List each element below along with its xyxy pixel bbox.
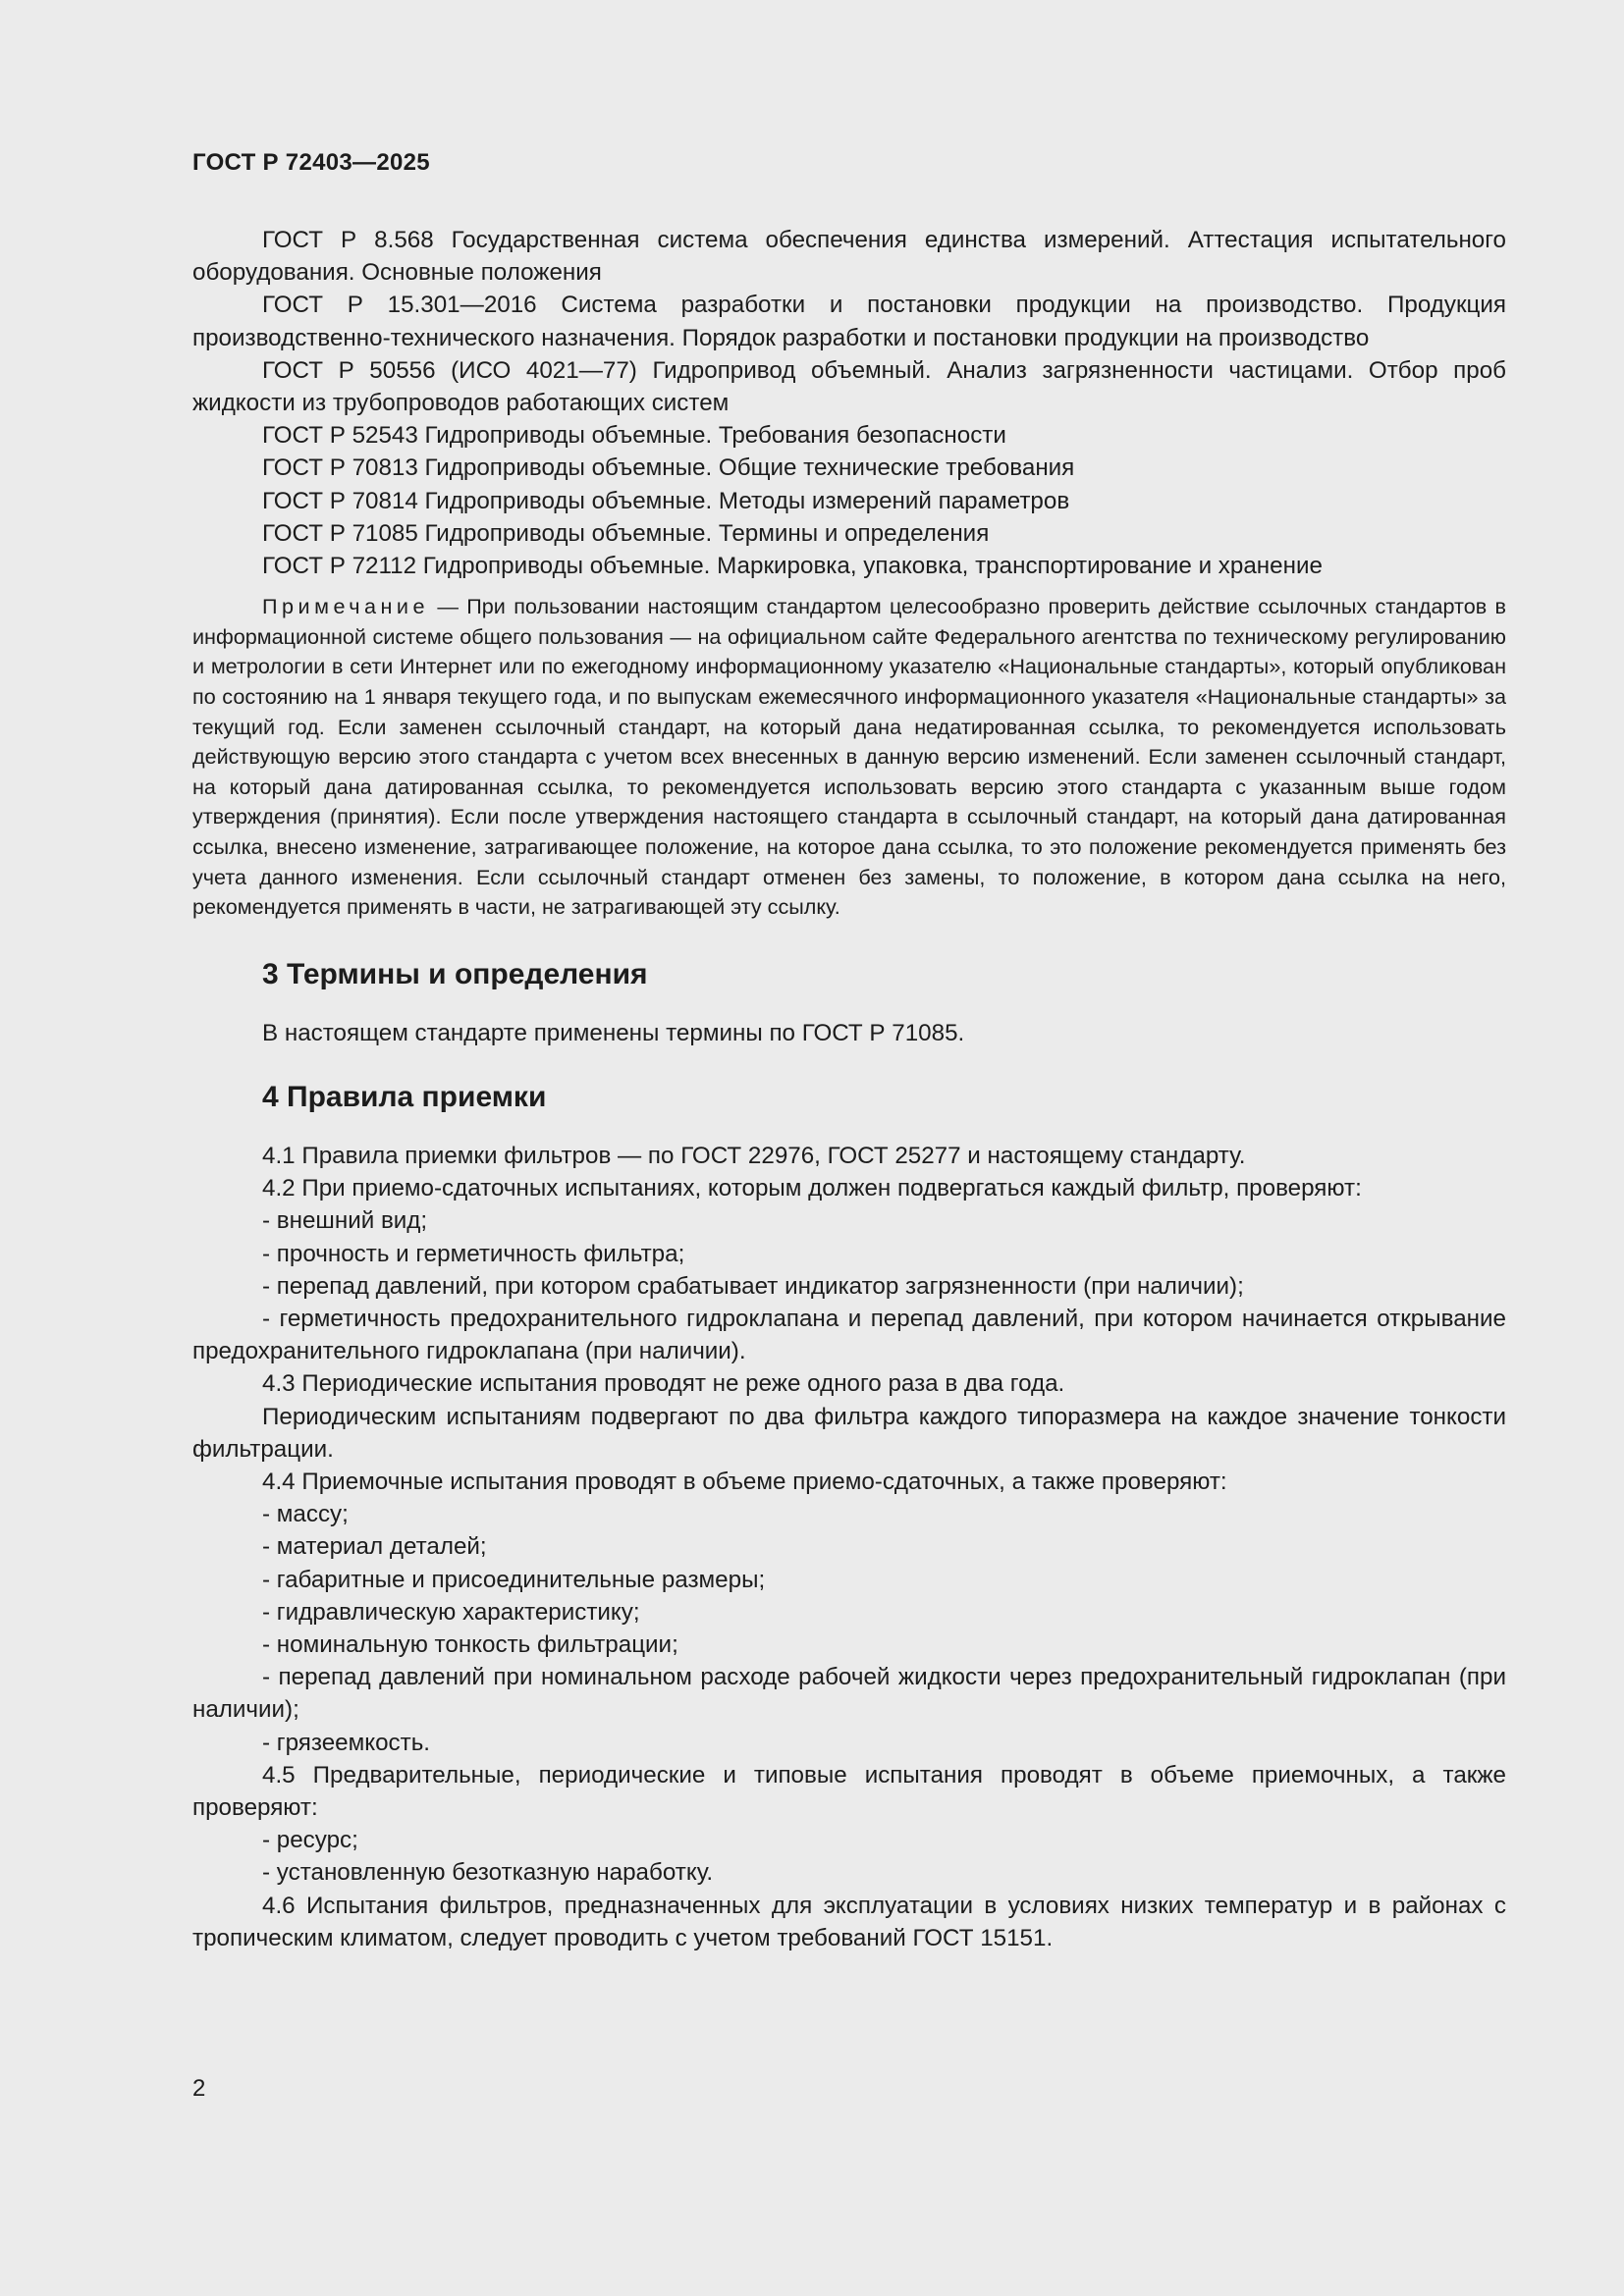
page-number: 2 [192, 2075, 206, 2102]
reference-item: ГОСТ Р 72112 Гидроприводы объемные. Маркировка, упаковка, транспортирование и хранение [262, 553, 1323, 580]
note-paragraph [192, 592, 1506, 923]
section-4-body [192, 1140, 1506, 1954]
reference-item: ГОСТ Р 15.301—2016 Система разработки и постановки продукции на производство. Продукция производственно-технического назначения. Порядок разработки и постановки продукции на производство [192, 292, 1506, 351]
list-item: - материал деталей; [262, 1533, 487, 1561]
clause-4-6: 4.6 Испытания фильтров, предназначенных для эксплуатации в условиях низких температур и в районах с тропическим климатом, следует проводить с учетом требований ГОСТ 15151. [192, 1892, 1506, 1951]
list-item: - гидравлическую характеристику; [262, 1598, 640, 1626]
clause-4-5: 4.5 Предварительные, периодические и типовые испытания проводят в объеме приемочных, а также проверяют: [192, 1761, 1506, 1822]
list-item: - установленную безотказную наработку. [262, 1859, 714, 1887]
list-item: - габаритные и присоединительные размеры; [262, 1566, 766, 1593]
note-text: — При пользовании настоящим стандартом целесообразно проверить действие ссылочных стандартов в информационной системе общего пользования — на официальном сайте Федерального агентства по техническому регулированию и метрологии в сети Интернет или по ежегодному информационному указателю «Национальные стандарты», который опубликован по состоянию на 1 января текущего года, и по выпускам ежемесячного информационного указателя «Национальные стандарты» за текущий год. Если заменен ссылочный стандарт, на который дана недатированная ссылка, то рекомендуется использовать действующую версию этого стандарта с учетом всех внесенных в данную версию изменений. Если заменен ссылочный стандарт, на который дана датированная ссылка, то рекомендуется использовать версию этого стандарта с указанным выше годом утверждения (принятия). Если после утверждения настоящего стандарта в ссылочный стандарт, на который дана датированная ссылка, внесено изменение, затрагивающее положение, на которое дана ссылка, то это положение рекомендуется применять без учета данного изменения. Если ссылочный стандарт отменен без замены, то положение, в котором дана ссылка на него, рекомендуется применять в части, не затрагивающей эту ссылку. [192, 594, 1506, 920]
clause-4-3: 4.3 Периодические испытания проводят не реже одного раза в два года. [262, 1370, 1065, 1398]
clause-4-2: 4.2 При приемо-сдаточных испытаниях, которым должен подвергаться каждый фильтр, проверяют: [262, 1175, 1362, 1202]
reference-item: ГОСТ Р 8.568 Государственная система обеспечения единства измерений. Аттестация испытательного оборудования. Основные положения [192, 227, 1506, 287]
clause-4-1: 4.1 Правила приемки фильтров — по ГОСТ 22976, ГОСТ 25277 и настоящему стандарту. [262, 1142, 1246, 1169]
section-3-text: В настоящем стандарте применены термины по ГОСТ Р 71085. [262, 1019, 965, 1046]
list-item: - ресурс; [262, 1827, 358, 1854]
reference-item: ГОСТ Р 50556 (ИСО 4021—77) Гидропривод объемный. Анализ загрязненности частицами. Отбор проб жидкости из трубопроводов работающих систем [192, 356, 1506, 417]
reference-item: ГОСТ Р 70814 Гидроприводы объемные. Методы измерений параметров [262, 487, 1070, 514]
list-item: - номинальную тонкость фильтрации; [262, 1631, 678, 1659]
section-4-heading: 4 Правила приемки [262, 1080, 547, 1113]
list-item: - грязеемкость. [262, 1729, 431, 1756]
list-item: - перепад давлений, при котором срабатывает индикатор загрязненности (при наличии); [262, 1272, 1244, 1300]
document-header: ГОСТ Р 72403—2025 [192, 149, 430, 176]
list-item: - герметичность предохранительного гидроклапана и перепад давлений, при котором начинается открывание предохранительного гидроклапана (при наличии). [192, 1305, 1506, 1365]
page-content [192, 224, 1506, 1954]
list-item: - массу; [262, 1501, 349, 1528]
reference-item: ГОСТ Р 52543 Гидроприводы объемные. Требования безопасности [262, 422, 1006, 450]
reference-item: ГОСТ Р 71085 Гидроприводы объемные. Термины и определения [262, 519, 990, 547]
list-item: - внешний вид; [262, 1207, 428, 1235]
section-3-heading: 3 Термины и определения [262, 957, 648, 990]
reference-item: ГОСТ Р 70813 Гидроприводы объемные. Общие технические требования [262, 454, 1075, 482]
list-item: - перепад давлений при номинальном расходе рабочей жидкости через предохранительный гидроклапан (при наличии); [192, 1664, 1506, 1724]
note-label: Примечание [262, 594, 429, 619]
paragraph: Периодическим испытаниям подвергают по два фильтра каждого типоразмера на каждое значение тонкости фильтрации. [192, 1403, 1506, 1463]
normative-references-list [192, 224, 1506, 582]
list-item: - прочность и герметичность фильтра; [262, 1240, 685, 1267]
clause-4-4: 4.4 Приемочные испытания проводят в объеме приемо-сдаточных, а также проверяют: [262, 1468, 1227, 1495]
